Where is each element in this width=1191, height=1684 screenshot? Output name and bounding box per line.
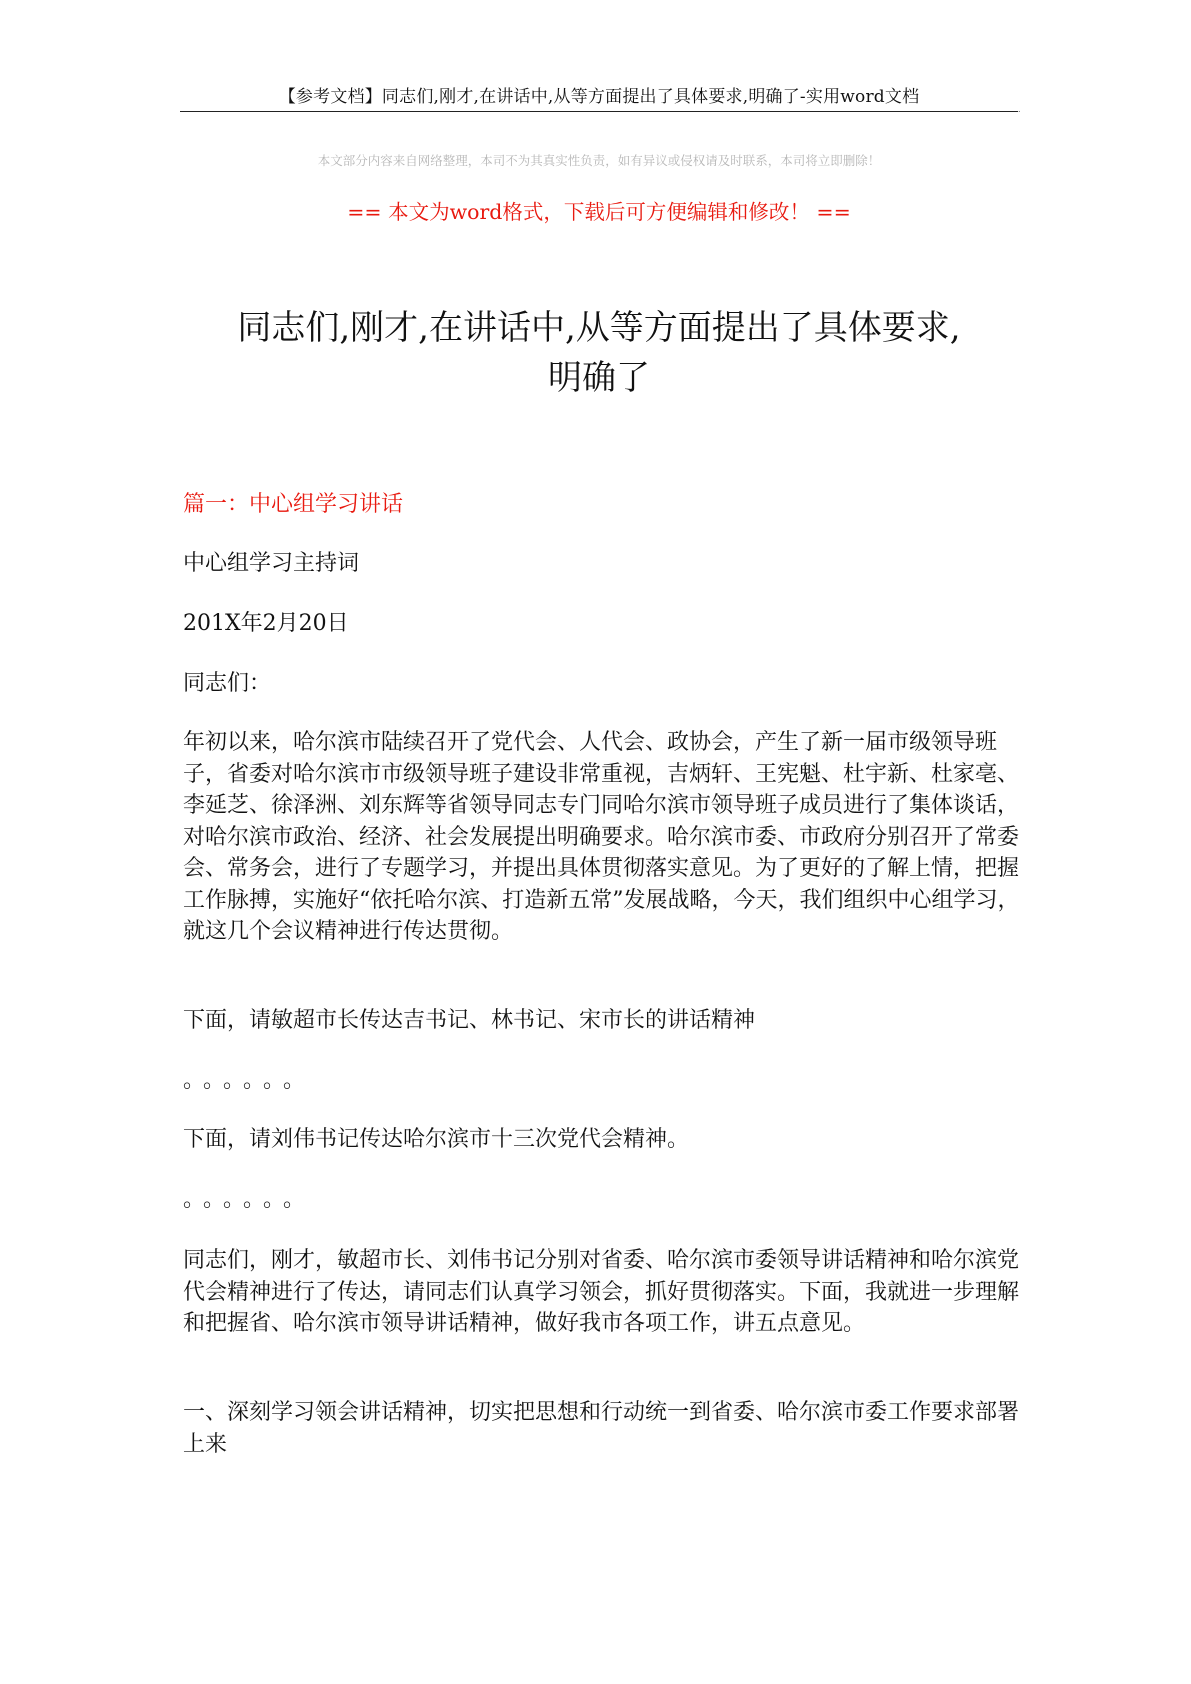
header-divider-mark: . bbox=[1018, 105, 1021, 114]
paragraph-salutation: 同志们： bbox=[183, 671, 272, 696]
disclaimer-text: 本文部分内容来自网络整理，本司不为其真实性负责，如有异议或侵权请及时联系，本司将立即删除！ bbox=[317, 153, 881, 168]
document-title bbox=[160, 303, 1038, 403]
paragraph-ellipsis-2: 。。。。。。 bbox=[183, 1187, 315, 1212]
section-heading: 篇一：中心组学习讲话 bbox=[183, 492, 404, 517]
paragraph-subtitle: 中心组学习主持词 bbox=[183, 551, 360, 576]
paragraph-point-one: 一、深刻学习领会讲话精神，切实把思想和行动统一到省委、哈尔滨市委工作要求部署上来 bbox=[183, 1400, 1020, 1457]
document-title-line-1: 同志们,刚才,在讲话中,从等方面提出了具体要求, bbox=[237, 308, 961, 348]
format-notice: == 本文为word格式，下载后可方便编辑和修改！ == bbox=[347, 200, 851, 224]
page-header-text: 【参考文档】同志们,刚才,在讲话中,从等方面提出了具体要求,明确了-实用word文档 bbox=[278, 87, 920, 107]
paragraph-intro: 年初以来，哈尔滨市陆续召开了党代会、人代会、政协会，产生了新一届市级领导班子，省委对哈尔滨市市级领导班子建设非常重视，吉炳轩、王宪魁、杜宇新、杜家亳、李延芝、徐泽洲、刘东辉等省领导同志专门同哈尔滨市领导班子成员进行了集体谈话，对哈尔滨市政治、经济、社会发展提出明确要求。哈尔滨市委、市政府分别召开了常委会、常务会，进行了专题学习，并提出具体贯彻落实意见。为了更好的了解上情，把握工作脉搏，实施好“依托哈尔滨、打造新五常”发展战略，今天，我们组织中心组学习，就这几个会议精神进行传达贯彻。 bbox=[183, 730, 1020, 944]
paragraph-transition-2: 下面，请刘伟书记传达哈尔滨市十三次党代会精神。 bbox=[183, 1127, 690, 1152]
header-divider bbox=[180, 111, 1018, 112]
document-title-line-2: 明确了 bbox=[548, 358, 650, 398]
paragraph-transition-1: 下面，请敏超市长传达吉书记、林书记、宋市长的讲话精神 bbox=[183, 1008, 756, 1033]
paragraph-summary: 同志们，刚才，敏超市长、刘伟书记分别对省委、哈尔滨市委领导讲话精神和哈尔滨党代会精神进行了传达，请同志们认真学习领会，抓好贯彻落实。下面，我就进一步理解和把握省、哈尔滨市领导讲话精神，做好我市各项工作，讲五点意见。 bbox=[183, 1248, 1020, 1336]
paragraph-date: 201X年2月20日 bbox=[183, 611, 349, 636]
paragraph-ellipsis-1: 。。。。。。 bbox=[183, 1068, 315, 1093]
